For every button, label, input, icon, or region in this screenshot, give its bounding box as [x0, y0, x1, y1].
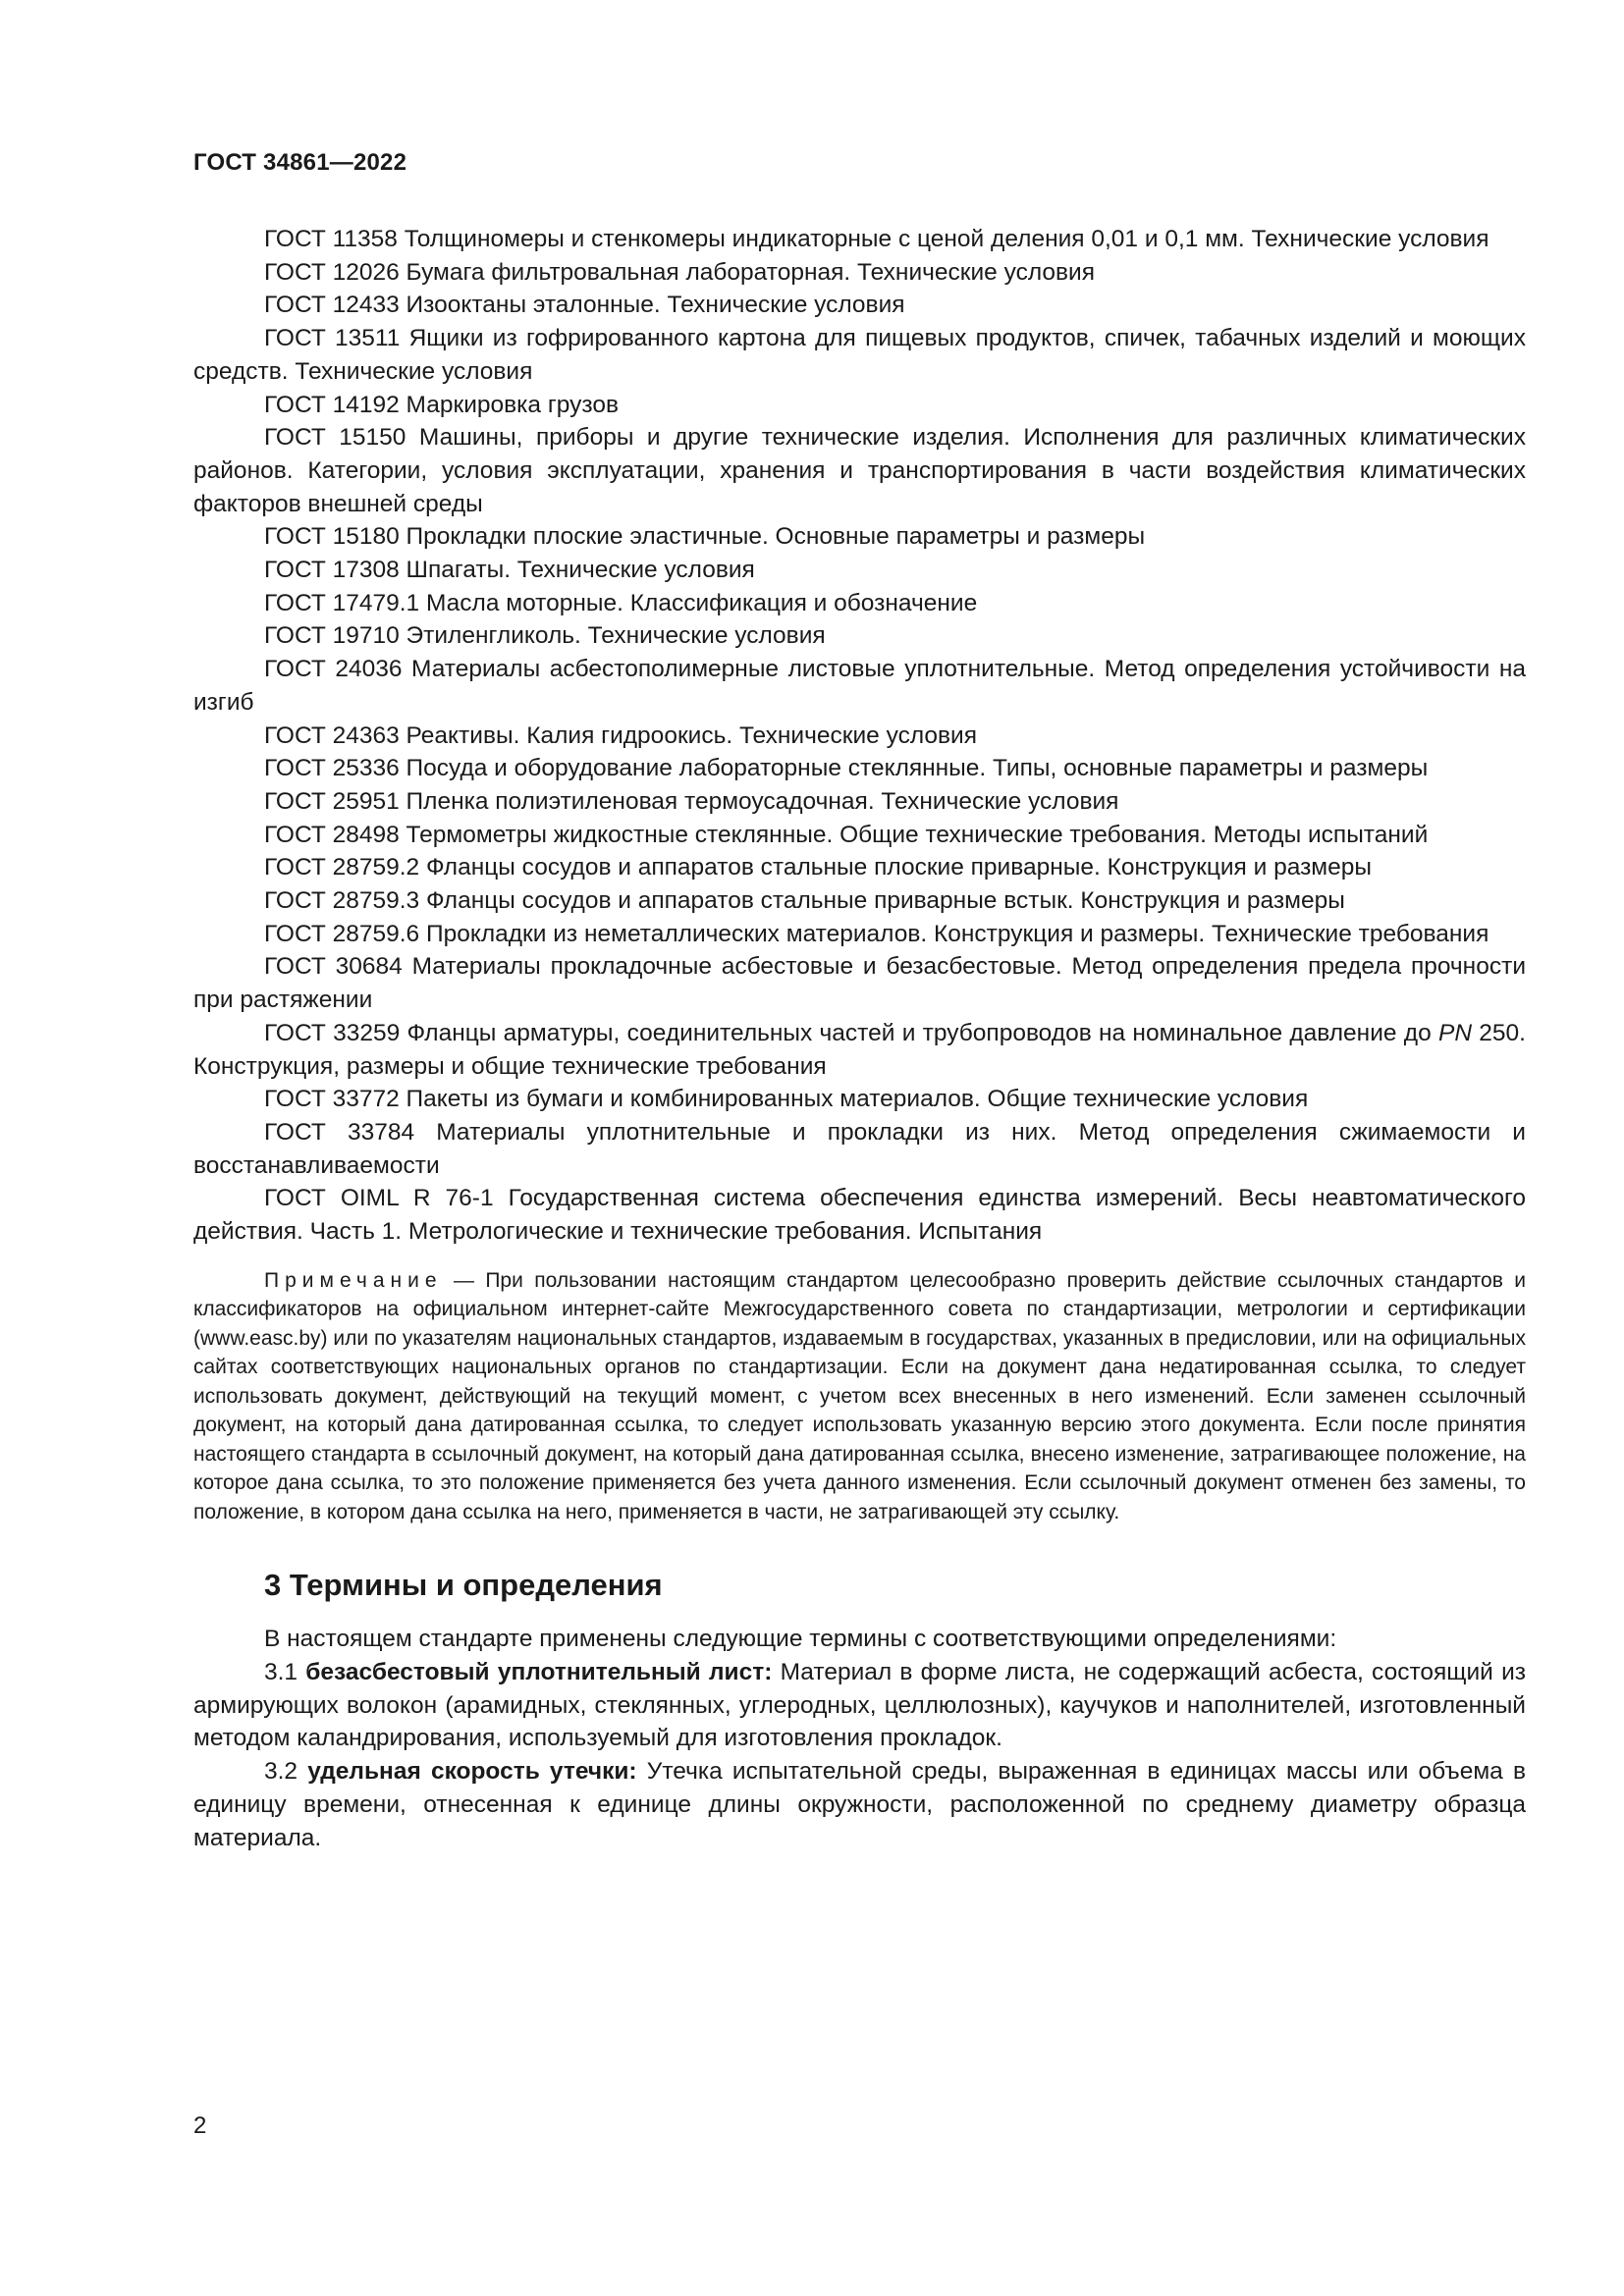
reference-text: 250. Конструкция, размеры и общие технические требования	[193, 1019, 1526, 1080]
reference-item: ГОСТ 28498 Термометры жидкостные стеклянные. Общие технические требования. Методы испытаний	[264, 821, 1429, 848]
reference-item: ГОСТ 15180 Прокладки плоские эластичные. Основные параметры и размеры	[264, 523, 1146, 551]
term-definition	[193, 1755, 1526, 1854]
reference-item: ГОСТ 28759.3 Фланцы сосудов и аппаратов стальные приварные встык. Конструкция и размеры	[264, 887, 1345, 915]
reference-item: ГОСТ 28759.2 Фланцы сосудов и аппаратов стальные плоские приварные. Конструкция и размеры	[264, 854, 1373, 881]
reference-item: ГОСТ 11358 Толщиномеры и стенкомеры индикаторные с ценой деления 0,01 и 0,1 мм. Технические условия	[264, 226, 1489, 252]
reference-item: ГОСТ 15150 Машины, приборы и другие технические изделия. Исполнения для различных климатических районов. Категории, условия эксплуатации, хранения и транспортирования в части воздействия климатических факторов внешней среды	[193, 424, 1526, 517]
reference-item: ГОСТ 17308 Шпагаты. Технические условия	[264, 557, 755, 584]
reference-item: ГОСТ 24363 Реактивы. Калия гидроокись. Технические условия	[264, 721, 977, 749]
normative-references-list	[193, 223, 1526, 1249]
reference-item: ГОСТ 30684 Материалы прокладочные асбестовые и безасбестовые. Метод определения предела прочности при растяжении	[193, 953, 1526, 1014]
reference-item: ГОСТ OIML R 76-1 Государственная система обеспечения единства измерений. Весы неавтоматического действия. Часть 1. Метрологические и технические требования. Испытания	[193, 1185, 1526, 1246]
note-text: — При пользовании настоящим стандартом целесообразно проверить действие ссылочных стандартов и классификаторов на официальном интернет-сайте Межгосударственного совета по стандартизации, метрологии и сертификации (www.easc.by) или по указателям национальных стандартов, издаваемым в государствах, указанных в предисловии, или на официальных сайтах соответствующих национальных органов по стандартизации. Если на документ дана недатированная ссылка, то следует использовать документ, действующий на текущий момент, с учетом всех внесенных в него изменений. Если заменен ссылочный документ, на который дана датированная ссылка, то следует использовать указанную версию этого документа. Если после принятия настоящего стандарта в ссылочный документ, на который дана датированная ссылка, внесено изменение, затрагивающее положение, на которое дана ссылка, то это положение применяется без учета данного изменения. Если ссылочный документ отменен без замены, то положение, в котором дана ссылка на него, применяется в части, не затрагивающей эту ссылку.	[193, 1268, 1526, 1523]
term-text: Утечка испытательной среды, выраженная в единицах массы или объема в единицу времени, отнесенная к единице длины окружности, расположенной по среднему диаметру образца материала.	[193, 1758, 1526, 1851]
reference-item: ГОСТ 19710 Этиленгликоль. Технические условия	[264, 622, 826, 650]
reference-item: ГОСТ 33784 Материалы уплотнительные и прокладки из них. Метод определения сжимаемости и восстанавливаемости	[193, 1118, 1526, 1179]
note-label: Примечание	[264, 1268, 443, 1292]
reference-item: ГОСТ 12433 Изооктаны эталонные. Технические условия	[264, 292, 905, 319]
reference-italic-symbol: PN	[1437, 1019, 1473, 1046]
page-number: 2	[193, 2112, 207, 2139]
term-number: 3.1	[264, 1659, 306, 1685]
reference-item: ГОСТ 25951 Пленка полиэтиленовая термоусадочная. Технические условия	[264, 787, 1119, 815]
reference-item: ГОСТ 14192 Маркировка грузов	[264, 391, 619, 418]
reference-item: ГОСТ 28759.6 Прокладки из неметаллических материалов. Конструкция и размеры. Технические требования	[264, 920, 1489, 947]
term-name: удельная скорость утечки:	[307, 1758, 637, 1786]
document-code-header: ГОСТ 34861—2022	[193, 149, 407, 176]
reference-item: ГОСТ 12026 Бумага фильтровальная лабораторная. Технические условия	[264, 258, 1096, 286]
section-title: 3 Термины и определения	[264, 1568, 663, 1603]
term-number: 3.2	[264, 1758, 308, 1786]
reference-item: ГОСТ 17479.1 Масла моторные. Классификация и обозначение	[264, 589, 978, 616]
term-text: Материал в форме листа, не содержащий асбеста, состоящий из армирующих волокон (арамидных, стеклянных, углеродных, целлюлозных), каучуков и наполнителей, изготовленный методом каландрирования, используемый для изготовления прокладок.	[193, 1659, 1526, 1752]
reference-item-33259	[193, 1017, 1526, 1083]
reference-item: ГОСТ 33772 Пакеты из бумаги и комбинированных материалов. Общие технические условия	[264, 1086, 1309, 1113]
page-content	[193, 223, 1526, 1854]
reference-item: ГОСТ 24036 Материалы асбестополимерные листовые уплотнительные. Метод определения устойчивости на изгиб	[193, 656, 1526, 716]
reference-item: ГОСТ 25336 Посуда и оборудование лабораторные стеклянные. Типы, основные параметры и размеры	[264, 755, 1429, 782]
reference-item: ГОСТ 13511 Ящики из гофрированного картона для пищевых продуктов, спичек, табачных изделий и моющих средств. Технические условия	[193, 325, 1526, 385]
term-name: безасбестовый уплотнительный лист:	[305, 1659, 773, 1685]
note-block	[193, 1266, 1526, 1527]
section-intro: В настоящем стандарте применены следующие термины с соответствующими определениями:	[264, 1626, 1337, 1653]
reference-text: ГОСТ 33259 Фланцы арматуры, соединительных частей и трубопроводов на номинальное давление до	[264, 1019, 1438, 1046]
term-definition	[193, 1656, 1526, 1755]
